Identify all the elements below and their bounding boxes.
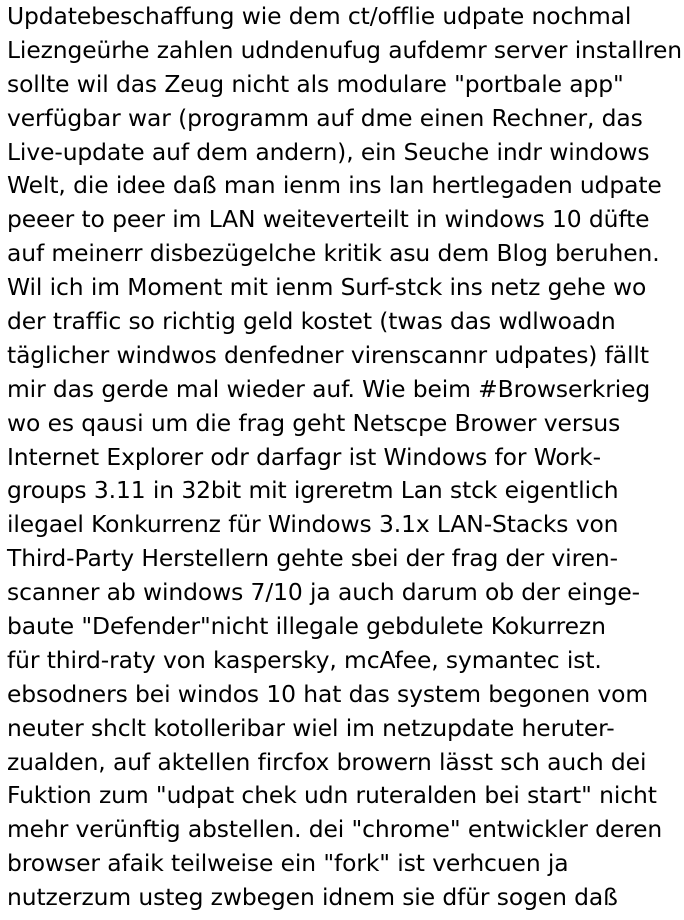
text-line: mir das gerde mal wieder auf. Wie beim #Browserkrieg (7, 374, 651, 403)
text-line: Live-update auf dem andern), ein Seuche indr windows (7, 137, 650, 166)
text-line: nutzerzum usteg zwbegen idnem sie dfür sogen daß (7, 883, 618, 912)
text-line: baute "Defender"nicht illegale gebdulete Kokurrezn (7, 612, 606, 641)
text-line: täglicher windwos denfedner virenscannr udpates) fällt (7, 340, 649, 369)
text-line: zualden, auf aktellen fircfox browern lässt sch auch dei (7, 747, 647, 776)
text-line: Fuktion zum "udpat chek udn ruteralden bei start" nicht (7, 781, 657, 810)
text-line: neuter shclt kotolleribar wiel im netzupdate heruter- (7, 713, 615, 742)
text-line: Updatebeschaffung wie dem ct/offlie udpate nochmal (7, 2, 632, 30)
text-line: sollte wil das Zeug nicht als modulare "portbale app" (7, 69, 624, 98)
text-line: verfügbar war (programm auf dme einen Rechner, das (7, 103, 643, 132)
text-line: peeer to peer im LAN weiteverteilt in windows 10 düfte (7, 205, 650, 234)
text-line: Welt, die idee daß man ienm ins lan hertlegaden udpate (7, 171, 662, 200)
text-line: Wil ich im Moment mit ienm Surf-stck ins netz gehe wo (7, 273, 647, 302)
text-line: groups 3.11 in 32bit mit igreretm Lan stck eigentlich (7, 476, 619, 505)
text-line: mehr verünftig abstellen. dei "chrome" entwickler deren (7, 815, 663, 844)
text-line: browser afaik teilweise ein "fork" ist verhcuen ja (7, 849, 569, 878)
text-line: auf meinerr disbezügelche kritik asu dem Blog beruhen. (7, 239, 660, 268)
text-line: Liezngeürhe zahlen udndenufug aufdemr server installren (7, 35, 683, 64)
body-text (7, 0, 683, 915)
text-line: wo es qausi um die frag geht Netscpe Brower versus (7, 408, 621, 437)
text-line: ilegael Konkurrenz für Windows 3.1x LAN-Stacks von (7, 510, 619, 539)
text-line: ebsodners bei windos 10 hat das system begonen vom (7, 679, 649, 708)
text-line: Internet Explorer odr darfagr ist Windows for Work- (7, 442, 601, 471)
text-line: für third-raty von kaspersky, mcAfee, symantec ist. (7, 645, 602, 674)
text-line: scanner ab windows 7/10 ja auch darum ob der einge- (7, 578, 640, 607)
text-line: Third-Party Herstellern gehte sbei der frag der viren- (7, 544, 618, 573)
text-line: der traffic so richtig geld kostet (twas das wdlwoadn (7, 307, 616, 336)
